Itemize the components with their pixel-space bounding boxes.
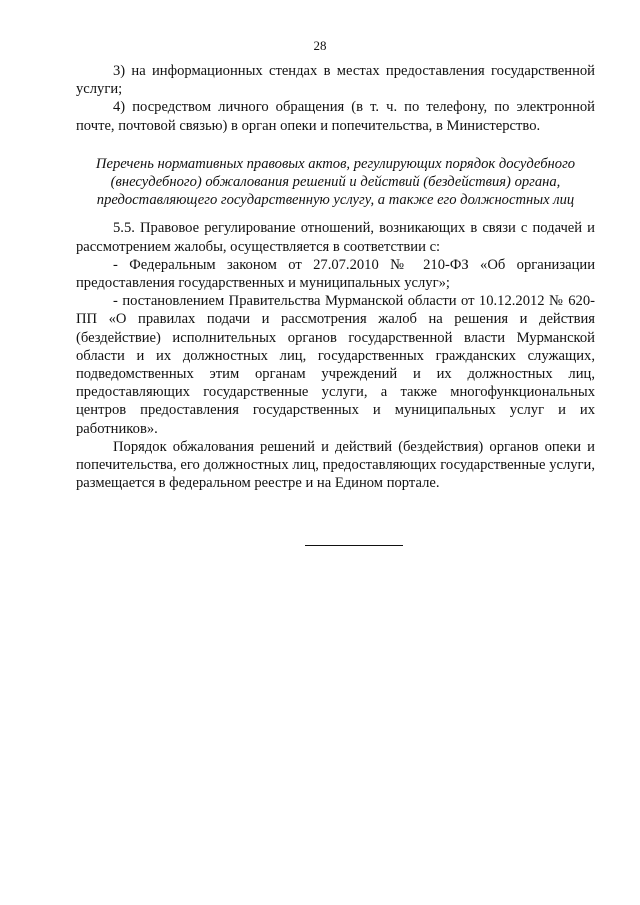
page-number: 28 <box>313 38 327 53</box>
paragraph-appeal-procedure: Порядок обжалования решений и действий (бездействия) органов опеки и попечительства, его должностных лиц, предоставляющих государственные услуги, размещается в федеральном реестре и на Едином портале. <box>76 438 595 492</box>
heading-line: (внесудебного) обжалования решений и действий (бездействия) органа, <box>110 174 561 191</box>
section-heading <box>76 155 595 210</box>
heading-line: предоставляющего государственную услугу, а также его должностных лиц <box>96 192 575 209</box>
paragraph-5-5: 5.5. Правовое регулирование отношений, возникающих в связи с подачей и рассмотрением жалобы, осуществляется в соответствии с: <box>76 220 595 255</box>
paragraph-regional-resolution: - постановлением Правительства Мурманской области от 10.12.2012 № 620-ПП «О правилах подачи и рассмотрения жалоб на решения и действия (бездействие) исполнительных органов государственной власти Мурманской области и их должностных лиц, государственных гражданских служащих, подведомственных этим органам учреждений и их должностных лиц, предоставляющих государственные услуги, а также многофункциональных центров предоставления государственных и муниципальных услуг и их работников». <box>76 293 595 437</box>
document-body <box>76 62 595 492</box>
paragraph-item-4: 4) посредством личного обращения (в т. ч. по телефону, по электронной почте, почтовой связью) в орган опеки и попечительства, в Министерство. <box>76 99 595 134</box>
paragraph-item-3: 3) на информационных стендах в местах предоставления государственной услуги; <box>76 63 595 98</box>
heading-line: Перечень нормативных правовых актов, регулирующих порядок досудебного <box>95 155 576 172</box>
end-separator-line <box>305 545 403 546</box>
paragraph-federal-law: - Федеральным законом от 27.07.2010 № 210-ФЗ «Об организации предоставления государственных и муниципальных услуг»; <box>76 256 595 292</box>
